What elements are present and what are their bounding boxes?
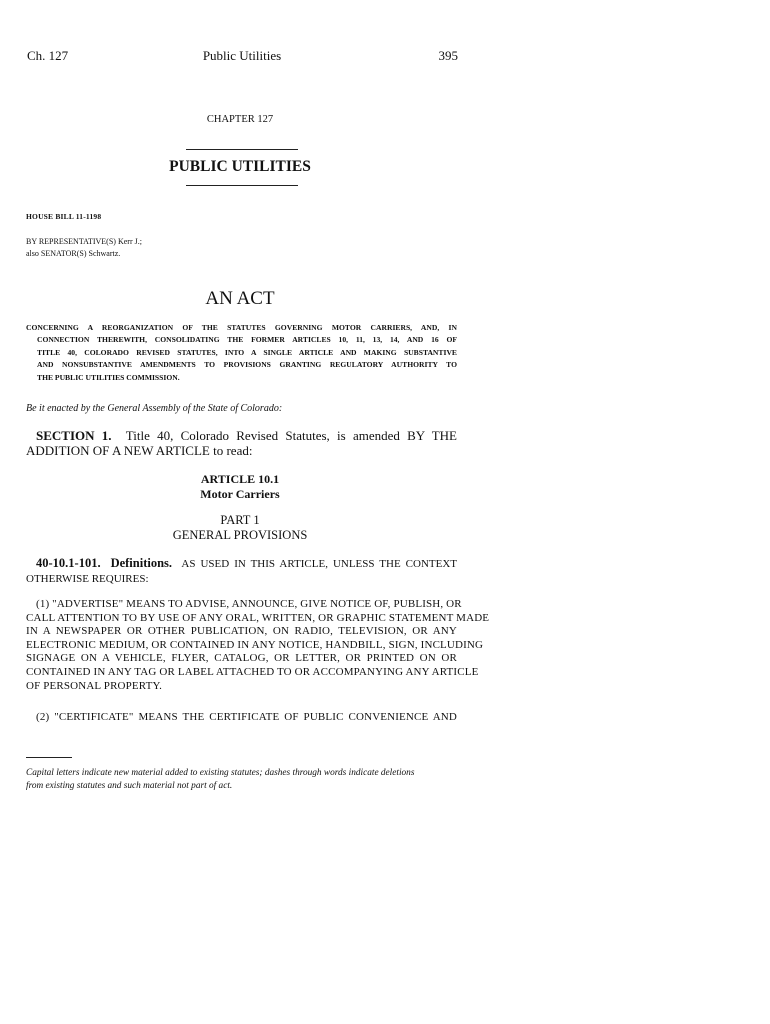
- page-number: 395: [438, 48, 458, 63]
- chapter-label: CHAPTER 127: [206, 114, 274, 125]
- enacting-clause: Be it enacted by the General Assembly of the State of Colorado:: [26, 403, 283, 414]
- sponsors-line-2: also SENATOR(S) Schwartz.: [26, 249, 121, 258]
- concerning-line: TITLE 40, COLORADO REVISED STATUTES, INTO A SINGLE ARTICLE AND MAKING SUBSTANTIVE: [37, 347, 457, 357]
- footnote: [26, 767, 466, 792]
- section-1: [26, 428, 457, 458]
- article-heading: [140, 472, 340, 501]
- chapter-title: PUBLIC UTILITIES: [169, 158, 311, 175]
- act-heading: AN ACT: [205, 288, 275, 309]
- footnote-rule: [26, 757, 72, 758]
- item-line: OF PERSONAL PROPERTY.: [26, 679, 163, 692]
- part-name: GENERAL PROVISIONS: [172, 527, 308, 542]
- item-line: CONTAINED IN ANY TAG OR LABEL ATTACHED TO OR ACCOMPANYING ANY ARTICLE: [26, 665, 479, 678]
- concerning-line: THE PUBLIC UTILITIES COMMISSION.: [37, 372, 180, 382]
- part-number: PART 1: [220, 513, 260, 527]
- definitions-intro: [26, 556, 457, 586]
- chapter-ref: Ch. 127: [27, 48, 69, 63]
- concerning-line: AND NONSUBSTANTIVE AMENDMENTS TO PROVISIONS GRANTING REGULATORY AUTHORITY TO: [37, 360, 457, 370]
- definitions-section-label: 40-10.1-101.: [36, 556, 101, 570]
- article-name: Motor Carriers: [200, 486, 280, 501]
- article-number: ARTICLE 10.1: [200, 472, 280, 486]
- footnote-line-1: Capital letters indicate new material added to existing statutes; dashes through words indicate deletions: [26, 768, 415, 778]
- definitions-intro-text: AS USED IN THIS ARTICLE, UNLESS THE CONTEXT: [181, 558, 457, 570]
- title-rule-bottom: [186, 185, 298, 186]
- item-line: SIGNAGE ON A VEHICLE, FLYER, CATALOG, OR LETTER, OR PRINTED ON OR: [26, 652, 457, 665]
- bill-number: HOUSE BILL 11-1198: [26, 212, 102, 221]
- definitions-title: Definitions.: [110, 556, 173, 570]
- section-text: Title 40, Colorado Revised Statutes, is amended BY THE: [125, 428, 457, 443]
- item-line: CALL ATTENTION TO BY USE OF ANY ORAL, WRITTEN, OR GRAPHIC STATEMENT MADE: [26, 611, 490, 624]
- item-line: (1) "ADVERTISE" MEANS TO ADVISE, ANNOUNCE, GIVE NOTICE OF, PUBLISH, OR: [36, 598, 462, 610]
- part-heading: [140, 513, 340, 542]
- definitions-intro-line-2: OTHERWISE REQUIRES:: [26, 572, 149, 585]
- footnote-line-2: from existing statutes and such material not part of act.: [26, 780, 233, 791]
- item-line: ELECTRONIC MEDIUM, OR CONTAINED IN ANY NOTICE, HANDBILL, SIGN, INCLUDING: [26, 638, 484, 651]
- definition-item-1: [26, 598, 490, 693]
- title-rule-top: [186, 149, 298, 150]
- concerning-line: CONNECTION THEREWITH, CONSOLIDATING THE FORMER ARTICLES 10, 11, 13, 14, AND 16 OF: [37, 335, 457, 345]
- definition-item-2: [26, 711, 457, 725]
- running-title: Public Utilities: [202, 48, 282, 63]
- item-line: IN A NEWSPAPER OR OTHER PUBLICATION, ON RADIO, TELEVISION, OR ANY: [26, 625, 457, 638]
- sponsors-line-1: BY REPRESENTATIVE(S) Kerr J.;: [26, 237, 142, 246]
- section-text-line-2: ADDITION OF A NEW ARTICLE to read:: [26, 443, 253, 458]
- section-label: SECTION 1.: [36, 428, 112, 443]
- concerning-line: CONCERNING A REORGANIZATION OF THE STATUTES GOVERNING MOTOR CARRIERS, AND, IN: [26, 323, 457, 332]
- concerning-clause: [26, 322, 457, 384]
- item-line: (2) "CERTIFICATE" MEANS THE CERTIFICATE OF PUBLIC CONVENIENCE AND: [36, 711, 457, 723]
